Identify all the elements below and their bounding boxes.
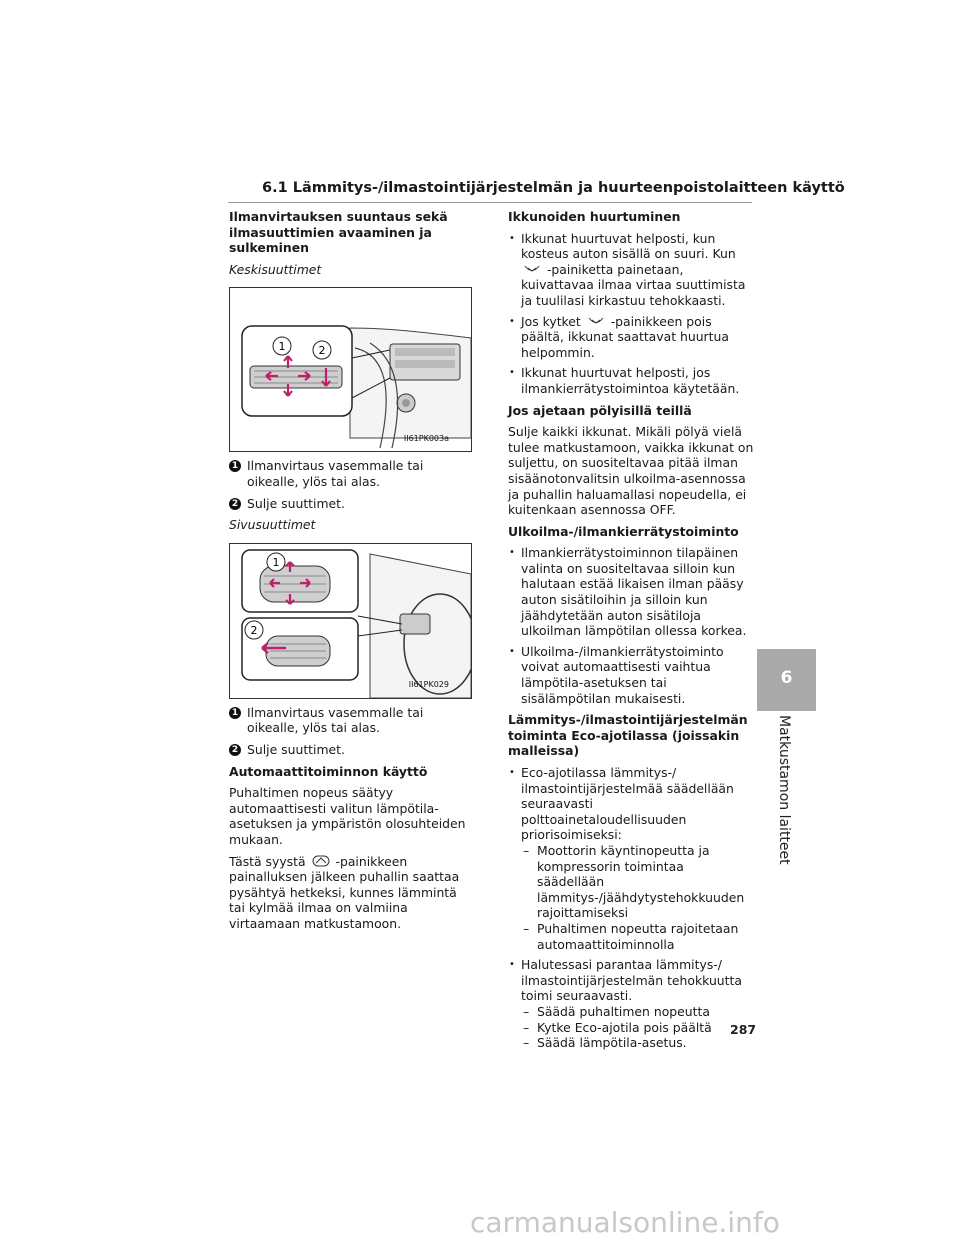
list-item: • Eco-ajotilassa lämmitys-/ ilmastointijärjestelmää säädellään seuraavasti polttoainetaloudellisuuden priorisoimiseksi: – Moottorin käyntinopeutta ja kompressorin toimintaa säädellään lämmitys-/jäähdytystehokkuuden rajoittamiseksi – Puhaltimen nopeutta rajoitetaan automaattitoiminnolla: [508, 765, 754, 952]
fogging-list: [508, 231, 754, 397]
number-badge: 1: [229, 707, 241, 719]
figure-side-vents: [229, 543, 472, 699]
subheading-side-vents: Sivusuuttimet: [229, 517, 316, 533]
eco-mode-list: [508, 765, 757, 1051]
list-item: • Jos kytket -painikkeen pois päältä, ikkunat saattavat huurtua helpommin.: [508, 314, 754, 361]
number-badge: 2: [229, 744, 241, 756]
section-heading-fogging: Ikkunoiden huurtuminen: [508, 209, 681, 224]
watermark-text: carmanualsonline.info: [470, 1206, 780, 1239]
section-heading-auto-mode: Automaattitoiminnon käyttö: [229, 763, 428, 779]
right-column: [508, 209, 757, 1057]
item-text: Sulje suuttimet.: [247, 495, 345, 511]
recirculation-list: [508, 545, 754, 706]
number-badge: 2: [229, 498, 241, 510]
subheading-center-vents: Keskisuuttimet: [229, 261, 322, 277]
chapter-number: 6: [780, 668, 793, 688]
center-vents-illustration: [230, 288, 471, 451]
list-item: • Ilmankierrätystoiminnon tilapäinen valinta on suositeltavaa silloin kun halutaan estää likaisen ilman pääsy auton sisätiloihin ja silloin kun jäähdytetään auton sisätiloja ulkoilman lämpötilan ollessa korkea.: [508, 545, 754, 639]
chapter-header-title: 6.1 Lämmitys-/ilmastointijärjestelmän ja huurteenpoistolaitteen käyttö: [262, 180, 845, 196]
section-heading-eco-mode: Lämmitys-/ilmastointijärjestelmän toiminta Eco-ajotilassa (joissakin malleissa): [508, 712, 748, 759]
figure-code: II61PK003a: [403, 433, 449, 443]
chapter-label: Matkustamon laitteet: [776, 715, 792, 865]
numbered-item: [229, 496, 473, 512]
fig2-label-2: 2: [250, 623, 258, 637]
fig2-label-1: 1: [272, 555, 280, 569]
section-heading-dusty-roads: Jos ajetaan pölyisillä teillä: [508, 402, 692, 418]
side-vents-illustration: [230, 544, 471, 698]
dash-item: – Moottorin käyntinopeutta ja kompressorin toimintaa säädellään lämmitys-/jäähdytystehokkuuden rajoittamiseksi: [521, 843, 754, 921]
numbered-item: [229, 705, 473, 736]
numbered-item: [229, 742, 473, 758]
paragraph: Puhaltimen nopeus säätyy automaattisesti valitun lämpötila-asetuksen ja ympäristön olosuhteiden mukaan.: [229, 785, 466, 847]
list-item: • Ikkunat huurtuvat helposti, jos ilmankierrätystoimintoa käytetään.: [508, 365, 754, 396]
dash-item: – Säädä lämpötila-asetus.: [521, 1035, 754, 1051]
item-text: Sulje suuttimet.: [247, 741, 345, 757]
numbered-item: [229, 458, 473, 489]
ac-button-icon: [523, 263, 541, 275]
section-heading-recirculation: Ulkoilma-/ilmankierrätystoiminto: [508, 523, 739, 539]
list-item: • Ulkoilma-/ilmankierrätystoiminto voivat automaattisesti vaihtua lämpötila-asetuksen tai sisälämpötilan mukaisesti.: [508, 644, 754, 706]
item-text: Ilmanvirtaus vasemmalle tai oikealle, ylös tai alas.: [247, 458, 424, 489]
list-item: • Halutessasi parantaa lämmitys-/ ilmastointijärjestelmän tehokkuutta toimi seuraavasti. – Säädä puhaltimen nopeutta – Kytke Eco-ajotila pois päältä – Säädä lämpötila-asetus.: [508, 957, 754, 1051]
auto-button-icon: [312, 855, 330, 867]
item-text: Ilmanvirtaus vasemmalle tai oikealle, ylös tai alas.: [247, 704, 424, 736]
dash-item: – Kytke Eco-ajotila pois päältä: [521, 1020, 754, 1036]
fig1-label-2: 2: [318, 344, 326, 358]
paragraph: Sulje kaikki ikkunat. Mikäli pölyä vielä tulee matkustamoon, vaikka ikkunat on suljettu, on suositeltavaa pitää ilman sisäänotonvalitsin ulkoilma-asennossa ja puhallin haluamallasi nopeudella, ei kuitenkaan asennossa OFF.: [508, 424, 754, 518]
fig1-label-1: 1: [278, 340, 286, 354]
dash-item: – Puhaltimen nopeutta rajoitetaan automaattitoiminnolla: [521, 921, 754, 952]
paragraph-auto-button: Tästä syystä -painikkeen painalluksen jälkeen puhallin saattaa pysähtyä hetkeksi, kunnes lämmintä tai kylmää ilmaa on valmiina virtaamaan matkustamoon.: [229, 853, 460, 931]
dash-item: – Säädä puhaltimen nopeutta: [521, 1004, 754, 1020]
figure-center-vents: [229, 287, 472, 452]
dash-list: [521, 1003, 757, 1051]
ac-button-icon: [587, 315, 605, 327]
figure-code: II61PK029: [408, 680, 449, 690]
header-divider: [228, 202, 752, 203]
page-number: 287: [730, 1022, 757, 1037]
dash-list: [521, 843, 754, 952]
list-item: • Ikkunat huurtuvat helposti, kun kosteus auton sisällä on suuri. Kun -painiketta painetaan, kuivattavaa ilmaa virtaa suuttimista ja tuulilasi kirkastuu tehokkaasti.: [508, 231, 754, 309]
number-badge: 1: [229, 460, 241, 472]
chapter-tab: [757, 649, 816, 711]
left-column: [229, 209, 473, 937]
section-heading-airflow: Ilmanvirtauksen suuntaus sekä ilmasuuttimien avaaminen ja sulkeminen: [229, 209, 448, 256]
